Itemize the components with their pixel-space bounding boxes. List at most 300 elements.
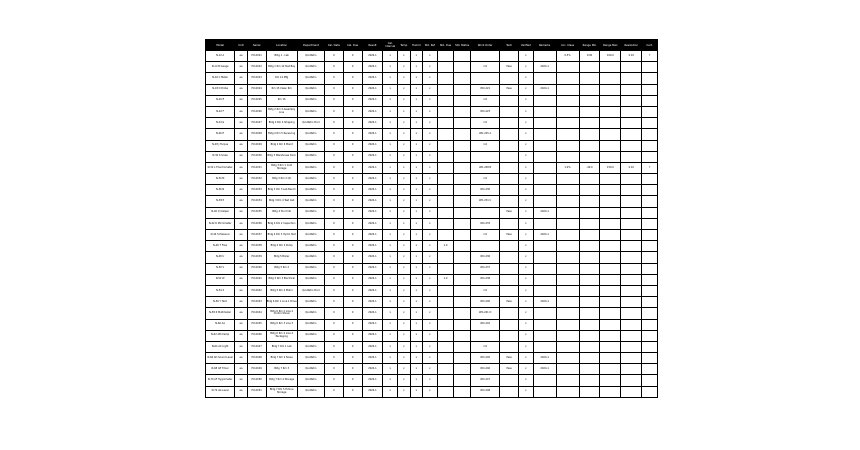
table-cell (437, 285, 454, 296)
table-cell: 2024-1 (362, 297, 383, 308)
table-cell: WO-225 A (471, 129, 500, 140)
table-cell: x (398, 174, 411, 185)
table-cell (437, 375, 454, 386)
table-cell: x (423, 174, 438, 185)
table-cell: 0 (324, 207, 343, 218)
table-cell: Bldg 7 Rm 1 Lab (266, 341, 297, 352)
table-cell: x (410, 375, 423, 386)
table-cell: x (519, 174, 534, 185)
table-cell: x (423, 218, 438, 229)
table-cell: N-22 F (206, 106, 235, 117)
table-cell (579, 285, 600, 296)
table-cell: x (398, 151, 411, 162)
column-header: Cert. (642, 40, 658, 51)
table-cell: HX-0050 (247, 375, 266, 386)
table-cell: x (410, 274, 423, 285)
table-cell (579, 196, 600, 207)
table-cell (621, 330, 642, 341)
table-cell (579, 140, 600, 151)
table-cell: 0 (343, 185, 362, 196)
table-cell: Bldg 3 Rm 3 Lab Bench (266, 185, 297, 196)
table-cell: Pass (500, 364, 519, 375)
table-cell: WO-248 (471, 386, 500, 397)
table-cell: x (410, 353, 423, 364)
table-cell: 0 (324, 241, 343, 252)
table-cell (621, 297, 642, 308)
table-cell: x (383, 319, 398, 330)
column-header: Range Min (579, 40, 600, 51)
table-cell: x (519, 118, 534, 129)
table-cell: 0 (343, 364, 362, 375)
table-cell: 0 (343, 151, 362, 162)
table-cell: 1.0 (471, 230, 500, 241)
table-cell: x (519, 106, 534, 117)
table-cell: ea (235, 252, 248, 263)
table-cell: 0 (343, 308, 362, 319)
table-cell (533, 118, 556, 129)
table-cell: x (410, 62, 423, 73)
table-row (206, 84, 658, 95)
table-cell (642, 241, 658, 252)
table-cell (579, 274, 600, 285)
table-cell (600, 285, 621, 296)
table-cell: 1.0 (471, 95, 500, 106)
table-cell: 2024-1 (362, 84, 383, 95)
table-cell: 2024-1 (362, 241, 383, 252)
table-cell (556, 118, 579, 129)
table-row (206, 353, 658, 364)
table-cell: x (398, 129, 411, 140)
table-cell: x (398, 241, 411, 252)
table-cell (600, 106, 621, 117)
table-cell (437, 84, 454, 95)
table-cell: 0 (343, 196, 362, 207)
table-cell (471, 330, 500, 341)
table-row (206, 140, 658, 151)
table-cell: x (398, 73, 411, 84)
table-row (206, 308, 658, 319)
table-cell: N-18 D Probe (206, 84, 235, 95)
table-row (206, 375, 658, 386)
table-cell (579, 230, 600, 241)
table-cell: x (383, 297, 398, 308)
table-row (206, 218, 658, 229)
table-cell: x (398, 140, 411, 151)
table-cell: 0 (343, 84, 362, 95)
table-cell: x (398, 308, 411, 319)
table-cell (533, 140, 556, 151)
table-cell: Y (642, 51, 658, 62)
table-cell: x (423, 73, 438, 84)
table-cell (579, 297, 600, 308)
table-cell: x (410, 386, 423, 397)
table-cell: x (398, 62, 411, 73)
table-cell: 2024-1 (362, 207, 383, 218)
table-cell (533, 196, 556, 207)
table-cell (500, 386, 519, 397)
table-cell: x (519, 353, 534, 364)
table-cell: ea (235, 341, 248, 352)
table-cell: 0 (324, 353, 343, 364)
table-row (206, 285, 658, 296)
table-cell: x (398, 118, 411, 129)
table-cell: HX-0031 (247, 162, 266, 173)
table-cell: 1.0 (471, 140, 500, 151)
table-cell: x (398, 330, 411, 341)
table-cell (454, 106, 471, 117)
table-cell (621, 95, 642, 106)
table-cell: 0 (343, 129, 362, 140)
table-cell (533, 129, 556, 140)
table-cell (437, 73, 454, 84)
table-cell (600, 341, 621, 352)
table-cell: Bldg 7 Rm 3 (266, 364, 297, 375)
table-cell (579, 84, 600, 95)
table-cell: HX-0029 (247, 140, 266, 151)
table-cell: x (383, 73, 398, 84)
table-cell: 2024-1 (362, 252, 383, 263)
table-cell (500, 151, 519, 162)
table-cell (437, 353, 454, 364)
table-cell: 0 (343, 51, 362, 62)
table-cell: Rm 15 Clean Rm (266, 84, 297, 95)
table-cell: N-62 AB Clamp (206, 330, 235, 341)
table-cell (500, 162, 519, 173)
table-cell: 1.0 (471, 62, 500, 73)
table-cell (642, 308, 658, 319)
table-cell (621, 252, 642, 263)
table-cell (454, 274, 471, 285)
table-cell (454, 353, 471, 364)
table-cell: x (383, 218, 398, 229)
table-cell (600, 319, 621, 330)
table-cell (437, 95, 454, 106)
table-row (206, 185, 658, 196)
table-cell: WO-223 (471, 106, 500, 117)
table-cell: x (398, 263, 411, 274)
table-cell (454, 62, 471, 73)
table-cell: 0 (324, 51, 343, 62)
table-row (206, 386, 658, 397)
table-cell: Bldg 4 Rm 4 Pump (266, 241, 297, 252)
table-cell: x (398, 353, 411, 364)
table-cell: 0 (324, 230, 343, 241)
table-cell: 0 (343, 162, 362, 173)
table-cell: QA-Metro (297, 140, 324, 151)
table-cell: WO-242 (471, 319, 500, 330)
table-cell (533, 319, 556, 330)
table-cell (579, 218, 600, 229)
table-cell (500, 118, 519, 129)
table-row (206, 297, 658, 308)
table-cell: 0 (343, 319, 362, 330)
table-cell: x (383, 207, 398, 218)
table-cell (556, 330, 579, 341)
table-cell (621, 241, 642, 252)
table-row (206, 162, 658, 173)
table-cell: N-26 H (206, 129, 235, 140)
table-cell: 2024-1 (362, 95, 383, 106)
table-cell (600, 263, 621, 274)
table-cell: x (423, 51, 438, 62)
table-cell (642, 218, 658, 229)
table-cell (600, 297, 621, 308)
table-cell (642, 118, 658, 129)
table-cell (642, 151, 658, 162)
table-cell: x (519, 297, 534, 308)
table-cell (600, 252, 621, 263)
column-header: Acc. Class (556, 40, 579, 51)
table-cell (533, 241, 556, 252)
table-cell: x (410, 308, 423, 319)
table-cell (579, 207, 600, 218)
table-cell: ea (235, 207, 248, 218)
table-cell: 2024-1 (362, 341, 383, 352)
table-cell: 0 (324, 196, 343, 207)
table-cell: 0 (324, 375, 343, 386)
table-cell: x (410, 364, 423, 375)
table-cell: 2024-1 (362, 162, 383, 173)
table-cell (500, 319, 519, 330)
table-cell: x (423, 118, 438, 129)
table-cell (471, 151, 500, 162)
table-cell (600, 364, 621, 375)
equipment-sheet (205, 39, 658, 398)
table-cell: 2024-1 (362, 375, 383, 386)
table-cell: x (383, 375, 398, 386)
table-cell: x (383, 230, 398, 241)
table-cell: N-46 T Flow (206, 241, 235, 252)
table-cell (621, 151, 642, 162)
table-cell: x (383, 151, 398, 162)
table-cell: Bldg 2 Rm 5 Receiving (266, 129, 297, 140)
table-cell (600, 241, 621, 252)
table-cell (556, 319, 579, 330)
table-cell: x (410, 84, 423, 95)
table-cell: x (383, 196, 398, 207)
table-cell: x (398, 274, 411, 285)
table-cell (600, 118, 621, 129)
table-cell: x (398, 84, 411, 95)
table-cell: Rm 14 Mfg (266, 73, 297, 84)
table-cell: 0 (324, 162, 343, 173)
table-cell: 0.01 (621, 51, 642, 62)
table-cell: x (410, 252, 423, 263)
table-cell: 2024-1 (362, 62, 383, 73)
table-cell (556, 263, 579, 274)
table-cell (621, 207, 642, 218)
table-cell: 1.0 (471, 118, 500, 129)
table-cell (579, 106, 600, 117)
table-cell: ea (235, 106, 248, 117)
table-cell: x (519, 129, 534, 140)
table-cell: 0 (324, 185, 343, 196)
table-cell: 0 (343, 375, 362, 386)
table-cell (642, 364, 658, 375)
table-cell (621, 308, 642, 319)
table-cell: N-14 B Gauge (206, 62, 235, 73)
table-cell: x (410, 285, 423, 296)
table-cell: x (398, 230, 411, 241)
table-cell (437, 207, 454, 218)
table-cell: x (423, 84, 438, 95)
table-cell (600, 73, 621, 84)
table-cell: x (398, 319, 411, 330)
table-cell: 2024-1 (362, 230, 383, 241)
table-cell: HX-0051 (247, 386, 266, 397)
table-cell: x (423, 274, 438, 285)
table-cell: 2024-1 (362, 140, 383, 151)
table-cell: QA-Metro (297, 73, 324, 84)
table-cell (556, 174, 579, 185)
table-cell: x (410, 151, 423, 162)
table-cell (437, 196, 454, 207)
table-cell: x (398, 51, 411, 62)
table-cell: ea (235, 230, 248, 241)
table-cell: x (398, 364, 411, 375)
table-cell: x (410, 73, 423, 84)
table-cell (642, 95, 658, 106)
table-cell: Pass (500, 207, 519, 218)
table-cell: 0 (343, 140, 362, 151)
table-cell (642, 140, 658, 151)
table-cell: x (410, 297, 423, 308)
table-cell: HX-0038 (247, 241, 266, 252)
table-cell (642, 73, 658, 84)
table-cell: 2024-1 (362, 174, 383, 185)
table-cell (454, 196, 471, 207)
table-cell: ea (235, 297, 248, 308)
table-cell: 0 (324, 174, 343, 185)
table-cell: x (383, 106, 398, 117)
table-cell: ea (235, 140, 248, 151)
table-cell: Pass (500, 297, 519, 308)
table-cell: HX-0036 (247, 218, 266, 229)
table-cell: HX-0030 (247, 151, 266, 162)
table-cell: 0 (324, 252, 343, 263)
table-cell (471, 241, 500, 252)
table-cell (579, 129, 600, 140)
table-cell: x (423, 196, 438, 207)
table-cell: x (383, 330, 398, 341)
table-cell (533, 106, 556, 117)
table-cell: x (410, 162, 423, 173)
table-cell (437, 386, 454, 397)
table-row (206, 252, 658, 263)
table-cell: HX-0046 (247, 330, 266, 341)
table-cell: QA-Metro (297, 129, 324, 140)
table-cell (642, 330, 658, 341)
table-cell: N-72 AG Level (206, 386, 235, 397)
column-header: Verified (519, 40, 534, 51)
table-cell: x (519, 95, 534, 106)
table-cell: x (398, 252, 411, 263)
table-row (206, 364, 658, 375)
table-cell: Bldg 3 Rm 4 Test Cell (266, 196, 297, 207)
table-cell: ea (235, 162, 248, 173)
table-cell: Rm 16 (266, 95, 297, 106)
table-cell: x (410, 330, 423, 341)
table-cell (533, 386, 556, 397)
table-cell: QA-Metro (297, 386, 324, 397)
table-cell: 0 (324, 140, 343, 151)
table-cell: HX-0023 (247, 73, 266, 84)
table-cell: WO-246 (471, 364, 500, 375)
table-cell: x (423, 375, 438, 386)
table-cell: x (383, 274, 398, 285)
table-cell: HX-0041 (247, 274, 266, 285)
table-cell: x (423, 162, 438, 173)
table-cell: HX-0028 (247, 129, 266, 140)
table-cell: x (398, 218, 411, 229)
table-cell (579, 185, 600, 196)
table-cell (556, 308, 579, 319)
table-cell (454, 386, 471, 397)
table-cell: N-52 W (206, 274, 235, 285)
table-cell (621, 140, 642, 151)
table-cell: 0 (343, 62, 362, 73)
table-cell: N-54 X (206, 285, 235, 296)
table-cell (621, 285, 642, 296)
table-cell: x (519, 51, 534, 62)
table-cell: ea (235, 196, 248, 207)
table-cell: WO-221 (471, 84, 500, 95)
table-cell: ea (235, 274, 248, 285)
table-cell: N-56 Y Tach (206, 297, 235, 308)
column-header: Temp (398, 40, 411, 51)
table-cell: 0 (324, 297, 343, 308)
table-row (206, 151, 658, 162)
table-cell: 0 (343, 330, 362, 341)
table-cell: x (423, 308, 438, 319)
table-cell: x (383, 174, 398, 185)
table-cell (533, 285, 556, 296)
table-cell (556, 129, 579, 140)
table-cell: Bldg 6 Rm 4 Line 4 Packaging (266, 330, 297, 341)
table-cell: x (383, 241, 398, 252)
table-cell: N-32 L Thermometer (206, 162, 235, 173)
table-cell: 1.0% (556, 162, 579, 173)
table-cell: x (383, 162, 398, 173)
table-cell (533, 73, 556, 84)
table-cell: 2024-1 (533, 297, 556, 308)
table-cell: HX-0026 (247, 106, 266, 117)
table-cell: 2024-1 (362, 196, 383, 207)
table-cell (642, 319, 658, 330)
table-row (206, 274, 658, 285)
table-cell: N-38 P (206, 196, 235, 207)
table-row (206, 196, 658, 207)
table-cell (642, 386, 658, 397)
table-cell: ea (235, 218, 248, 229)
table-cell: N-16 C Meter (206, 73, 235, 84)
column-header: Model (206, 40, 235, 51)
table-cell (437, 174, 454, 185)
table-cell: N-48 U (206, 252, 235, 263)
table-row (206, 174, 658, 185)
table-cell (621, 106, 642, 117)
table-cell: ea (235, 364, 248, 375)
table-cell (621, 185, 642, 196)
table-cell (437, 162, 454, 173)
table-cell: QA-Metro Prod (297, 118, 324, 129)
table-cell: N-66 AD Sound Level (206, 353, 235, 364)
table-cell: ea (235, 285, 248, 296)
table-cell: x (423, 62, 438, 73)
table-cell: x (398, 386, 411, 397)
table-cell (500, 308, 519, 319)
table-row (206, 95, 658, 106)
